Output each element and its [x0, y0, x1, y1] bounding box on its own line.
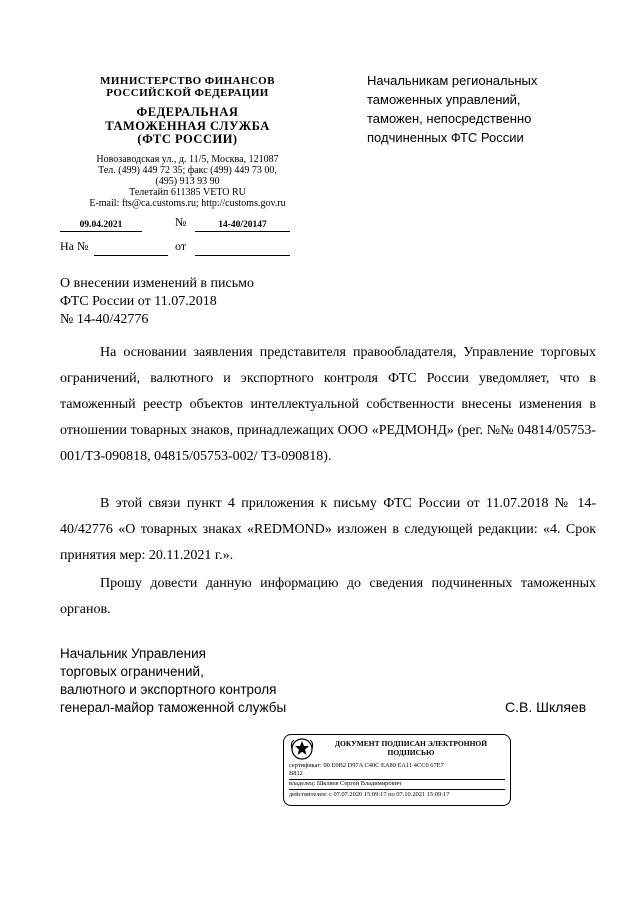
agency-line-3: (ФТС РОССИИ): [137, 132, 238, 146]
position-line-1: Начальник Управления: [60, 646, 206, 661]
position-line-3: валютного и экспортного контроля: [60, 682, 277, 697]
letter-subject: [60, 275, 320, 329]
reply-date-label: от: [175, 239, 187, 253]
body-paragraph-2: В этой связи пункт 4 приложения к письму ФТС России от 11.07.2018 № 14-40/42776 «О товарных знаках «REDMOND» изложен в следующей редакции: «4. Срок принятия мер: 20.11.2021 г.».: [60, 496, 596, 563]
subject-line-2: ФТС России от 11.07.2018: [60, 294, 217, 309]
addressee-line-1: Начальникам региональных: [367, 73, 538, 88]
reply-date-line: [195, 255, 290, 256]
addressee-line-2: таможенных управлений,: [367, 92, 521, 107]
reg-number: 14-40/20147: [195, 219, 290, 232]
subject-line-3: № 14-40/42776: [60, 312, 149, 327]
reg-number-field: [195, 219, 290, 232]
stamp-title-line-2: ПОДПИСЬЮ: [387, 748, 435, 757]
stamp-validity: действителен: с 07.07.2020 15:09:17 по 07.10.2021 15:09:17: [289, 791, 450, 798]
contact-phone-2: (495) 913 93 90: [155, 176, 220, 187]
stamp-title-line-1: ДОКУМЕНТ ПОДПИСАН ЭЛЕКТРОННОЙ: [334, 739, 488, 748]
ministry-line-1: МИНИСТЕРСТВО ФИНАНСОВ: [100, 75, 275, 87]
position-line-4: генерал-майор таможенной службы: [60, 700, 287, 715]
stamp-owner: владелец: Шкляев Сергей Владимирович: [289, 780, 402, 787]
agency-name: [60, 106, 315, 147]
emblem-icon: [289, 737, 315, 761]
signatory-position: [60, 645, 286, 717]
addressee: [367, 71, 607, 147]
stamp-title: [318, 739, 504, 757]
position-line-2: торговых ограничений,: [60, 664, 204, 679]
agency-contacts: [60, 154, 315, 209]
body-paragraph-1: На основании заявления представителя правообладателя, Управление торговых ограничений, валютного и экспортного контроля ФТС России уведомляет, что в таможенный реестр объектов интеллектуальной собственности внесены изменения в отношении товарных знаков, принадлежащих ООО «РЕДМОНД» (рег. №№ 04814/05753-001/ТЗ-090818, 04815/05753-002/ ТЗ-090818).: [60, 345, 596, 464]
signatory-name: С.В. Шкляев: [505, 699, 587, 715]
stamp-certificate: сертификат: 00 E0B2 D97A C40C EA80 EA11 4CC0 67E7: [289, 762, 444, 769]
reg-date-field: [60, 219, 142, 232]
e-signature-stamp: [283, 734, 511, 806]
contact-address: Новозаводская ул., д. 11/5, Москва, 121087: [96, 154, 279, 165]
subject-line-1: О внесении изменений в письмо: [60, 276, 254, 291]
agency-line-2: ТАМОЖЕННАЯ СЛУЖБА: [105, 118, 270, 133]
addressee-line-3: таможен, непосредственно: [367, 111, 532, 126]
reg-number-sign: №: [175, 215, 187, 229]
agency-line-1: ФЕДЕРАЛЬНАЯ: [136, 105, 239, 119]
stamp-divider-2: [289, 789, 505, 790]
contact-phone: Тел. (499) 449 72 35; факс (499) 449 73 00,: [98, 165, 277, 176]
contact-teletype: Телетайп 611385 VETO RU: [129, 187, 246, 198]
ministry-name: [60, 75, 315, 99]
stamp-certificate-cont: B812: [289, 770, 303, 777]
reply-number-label: На №: [60, 239, 89, 253]
ministry-line-2: РОССИЙСКОЙ ФЕДЕРАЦИИ: [106, 87, 269, 99]
addressee-line-4: подчиненных ФТС России: [367, 130, 524, 145]
body-paragraph-3: Прошу довести данную информацию до сведения подчиненных таможенных органов.: [60, 576, 596, 617]
contact-email: E-mail: fts@ca.customs.ru; http://customs.gov.ru: [89, 198, 286, 209]
reg-date: 09.04.2021: [60, 219, 142, 232]
reply-number-line: [94, 255, 168, 256]
